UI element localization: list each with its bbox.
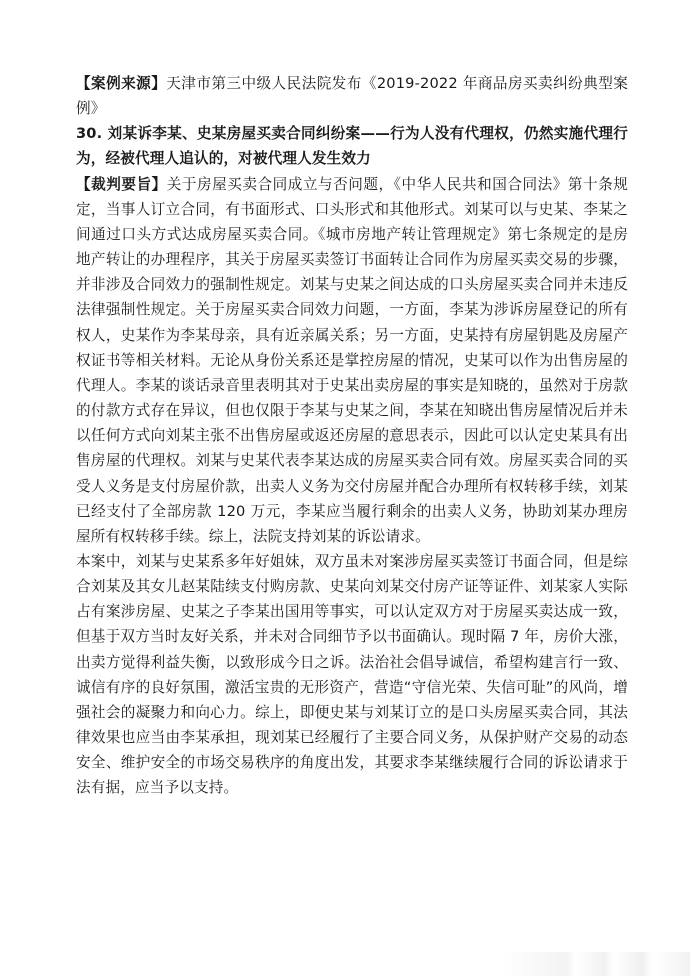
document-body — [76, 71, 628, 801]
case-commentary: 本案中，刘某与史某系多年好姐妹，双方虽未对案涉房屋买卖签订书面合同，但是综合刘某及其女儿赵某陆续支付购房款、史某向刘某交付房产证等证件、刘某家人实际占有案涉房屋、史某之子李某出国用等事实，可以认定双方对于房屋买卖达成一致，但基于双方当时友好关系，并未对合同细节予以书面确认。现时隔 7 年，房价大涨，出卖方觉得利益失衡，以致形成今日之诉。法治社会倡导诚信，希望构建言行一致、诚信有序的良好氛围，激活宝贵的无形资产，营造“守信光荣、失信可耻”的风尚，增强社会的凝聚力和向心力。综上，即便史某与刘某订立的是口头房屋买卖合同，其法律效果也应当由李某承担，现刘某已经履行了主要合同义务，从保护财产交易的动态安全、维护安全的市场交易秩序的角度出发，其要求李某继续履行合同的诉讼请求于法有据，应当予以支持。 — [76, 552, 628, 797]
case-source-label: 【案例来源】 — [76, 75, 167, 92]
scan-edge-artifact — [500, 952, 690, 976]
judgment-summary-text: 关于房屋买卖合同成立与否问题，《中华人民共和国合同法》第十条规定，当事人订立合同，有书面形式、口头形式和其他形式。刘某可以与史某、李某之间通过口头方式达成房屋买卖合同。《城市房地产转让管理规定》第七条规定的是房地产转让的办理程序，其关于房屋买卖签订书面转让合同作为房屋买卖交易的步骤，并非涉及合同效力的强制性规定。刘某与史某之间达成的口头房屋买卖合同并未违反法律强制性规定。关于房屋买卖合同效力问题，一方面，李某为涉诉房屋登记的所有权人，史某作为李某母亲，具有近亲属关系；另一方面，史某持有房屋钥匙及房屋产权证书等相关材料。无论从身份关系还是掌控房屋的情况，史某可以作为出售房屋的代理人。李某的谈话录音里表明其对于史某出卖房屋的事实是知晓的，虽然对于房款的付款方式存在异议，但也仅限于李某与史某之间，李某在知晓出售房屋情况后并未以任何方式向刘某主张不出售房屋或返还房屋的意思表示，因此可以认定史某具有出售房屋的代理权。刘某与史某代表李某达成的房屋买卖合同有效。房屋买卖合同的买受人义务是支付房屋价款，出卖人义务为交付房屋并配合办理所有权转移手续，刘某已经支付了全部房款 120 万元，李某应当履行剩余的出卖人义务，协助刘某办理房屋所有权转移手续。综上，法院支持刘某的诉讼请求。 — [76, 175, 628, 545]
case-source-text: 天津市第三中级人民法院发布《2019-2022 年商品房买卖纠纷典型案例》 — [76, 75, 629, 118]
judgment-summary-label: 【裁判要旨】 — [76, 175, 167, 193]
case-source — [76, 71, 628, 121]
case-title: 30. 刘某诉李某、史某房屋买卖合同纠纷案——行为人没有代理权，仍然实施代理行为，经被代理人追认的，对被代理人发生效力 — [76, 125, 628, 168]
judgment-summary — [76, 172, 628, 549]
